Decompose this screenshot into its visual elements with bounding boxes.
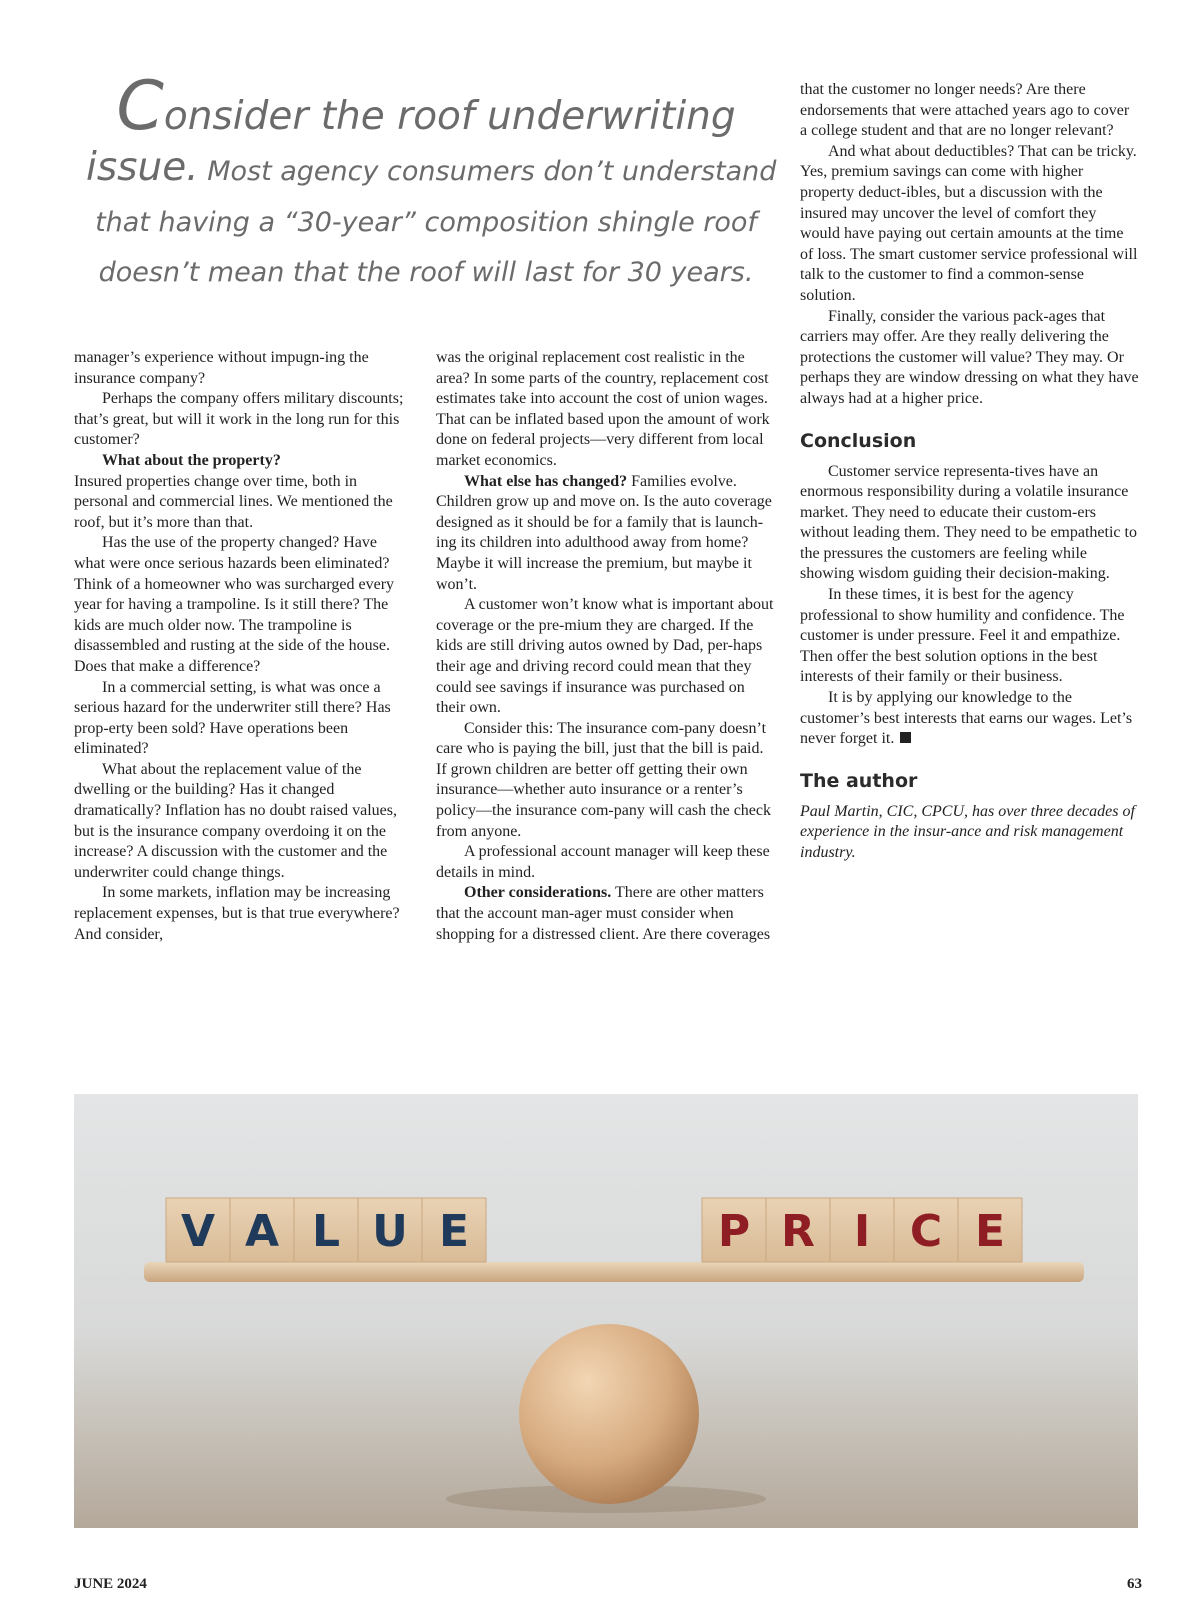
footer-date: JUNE 2024 [74,1576,147,1592]
pull-quote-line-4: doesn’t mean that the roof will last for 30 years. [98,257,754,288]
paragraph: A professional account manager will keep these details in mind. [436,843,770,881]
pull-quote [70,67,782,298]
paragraph: Finally, consider the various pack-ages that carriers may offer. Are they really delivering the protections the customer will value? They may. Or perhaps they are window dressing on what they have always had at a higher price. [800,307,1139,407]
subheading-other: Other considerations. [464,884,612,902]
paragraph: that the customer no longer needs? Are there endorsements that were attached years ago to cover a college student and that are no longer relevant? [800,81,1130,140]
letter-i: I [853,1206,871,1257]
paragraph [800,688,1140,750]
paragraph [436,883,776,945]
end-mark-icon [900,732,911,743]
paragraph [74,451,409,472]
pull-quote-line-2-text: Most agency consumers don’t understand [207,156,777,187]
paragraph: And what about deductibles? That can be tricky. Yes, premium savings can come with higher property deduct-ibles, but a discussion with the insured may uncover the level of comfort they would have paying out certain amounts at the time of loss. The smart customer service professional will talk to the customer to find a common-sense solution. [800,142,1138,304]
pull-quote-issue-word: issue. [86,145,199,190]
paragraph: In these times, it is best for the agency professional to show humility and confidence. The customer is under pressure. Feel it and empathize. Then offer the best solution options in the best interests of their family or their business. [800,586,1125,686]
page-number: 63 [1127,1576,1142,1592]
letter-c: C [909,1206,943,1257]
paragraph: Insured properties change over time, both in personal and commercial lines. We mentioned the roof, but it’s more than that. [74,472,393,531]
letter-r: R [781,1206,815,1257]
value-blocks [166,1198,486,1262]
paragraph: What about the replacement value of the dwelling or the building? Has it changed dramatically? Inflation has no doubt raised values, but is the insurance company overdoing it on the increase? A discussion with the customer and the underwriter could change things. [74,760,398,881]
price-blocks [702,1198,1022,1262]
letter-l: L [311,1206,341,1257]
wooden-plank [144,1262,1084,1282]
pull-quote-line-2 [70,142,782,198]
letter-v: V [180,1206,216,1257]
letter-e: E [438,1206,470,1257]
paragraph-text: Families evolve. Children grow up and move on. Is the auto coverage designed as it should be for a family that is launch-ing its children into adulthood away from home? Maybe it will increase the premium, but maybe it won’t. [436,472,772,593]
value-price-balance-photo [74,1094,1138,1528]
subheading-what-else: What else has changed? [464,472,628,490]
paragraph: Consider this: The insurance com-pany doesn’t care who is paying the bill, just that the bill is paid. If grown children are better off getting their own insurance—whether auto insurance or a renter’s policy—the insurance com-pany will cash the check from anyone. [436,719,771,840]
letter-u: U [372,1206,408,1257]
wooden-ball [519,1324,699,1504]
author-bio: Paul Martin, CIC, CPCU, has over three decades of experience in the insur-ance and risk management industry. [800,802,1135,861]
conclusion-heading: Conclusion [800,429,917,452]
column-2 [436,348,776,945]
paragraph: Customer service representa-tives have an enormous responsibility during a volatile insurance market. They need to educate their custom-ers without leading them. They need to be empathetic to the pressures the customers are feeling while showing wisdom guiding their decision-making. [800,462,1137,583]
letter-a: A [244,1206,280,1257]
paragraph: In some markets, inflation may be increasing replacement expenses, but is that true everywhere? And consider, [74,884,400,943]
pull-quote-line-1 [70,67,782,146]
column-3 [800,80,1140,864]
paragraph: In a commercial setting, is what was once a serious hazard for the underwriter still there? Has prop-erty been sold? Have operations been eliminated? [74,678,391,758]
paragraph-text: It is by applying our knowledge to the customer’s best interests that earns our wages. Let’s never forget it. [800,689,1133,748]
letter-e-price: E [974,1206,1006,1257]
subheading-property: What about the property? [102,451,281,469]
paragraph-text: There are other matters that the account man-ager must consider when shopping for a distressed client. Are there coverages [436,884,771,943]
paragraph: Perhaps the company offers military discounts; that’s great, but will it work in the long run for this customer? [74,390,404,449]
paragraph: manager’s experience without impugn-ing the insurance company? [74,349,369,387]
paragraph: was the original replacement cost realistic in the area? In some parts of the country, replacement cost estimates take into account the cost of union wages. That can be inflated based upon the amount of work done on federal projects—very different from local market economics. [436,349,770,469]
author-heading: The author [800,769,918,792]
paragraph [436,472,776,596]
column-1 [74,348,409,945]
pull-quote-line-3: that having a “30-year” composition shingle roof [95,207,757,238]
paragraph: A customer won’t know what is important about coverage or the pre-mium they are charged. If the kids are still driving autos owned by Dad, per-haps their age and driving record could mean that they could see savings if insurance was purchased on their own. [436,596,774,717]
pull-quote-drop-cap: C [116,67,164,146]
pull-quote-line-1-text: onsider the roof underwriting [163,94,736,139]
letter-p: P [717,1206,751,1257]
paragraph: Has the use of the property changed? Have what were once serious hazards been eliminated? Think of a homeowner who was surcharged every year for having a trampoline. Is it still there? The kids are much older now. The trampoline is disassembled and rusting at the side of the house. Does that make a difference? [74,534,395,675]
